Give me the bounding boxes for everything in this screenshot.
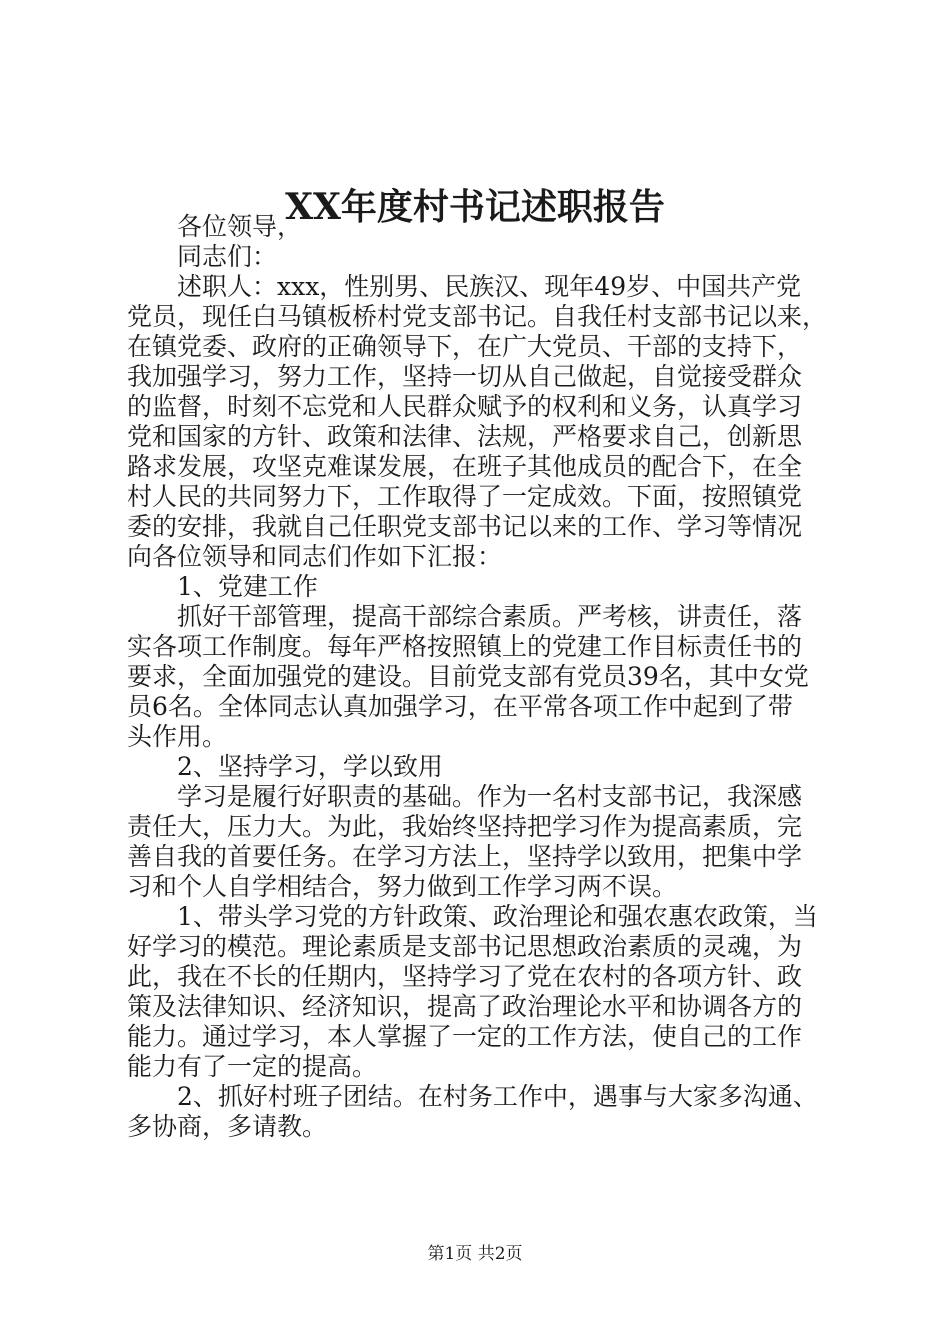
- paragraph-line: 1、带头学习党的方针政策、政治理论和强农惠农政策，当: [177, 902, 818, 931]
- paragraph-line: 2、坚持学习，学以致用: [177, 752, 443, 781]
- paragraph-line: 善自我的首要任务。在学习方法上，坚持学以致用，把集中学: [127, 842, 803, 871]
- paragraph-line: 在镇党委、政府的正确领导下，在广大党员、干部的支持下，: [127, 332, 803, 361]
- paragraph-line: 的监督，时刻不忘党和人民群众赋予的权利和义务，认真学习: [127, 392, 803, 421]
- paragraph-line: 2、抓好村班子团结。在村务工作中，遇事与大家多沟通、: [177, 1082, 818, 1111]
- paragraph-line: 员6名。全体同志认真加强学习，在平常各项工作中起到了带: [127, 692, 793, 721]
- paragraph-line: 要求，全面加强党的建设。目前党支部有党员39名，其中女党: [127, 662, 809, 691]
- paragraph-line: 各位领导，: [177, 212, 303, 241]
- paragraph-line: 习和个人自学相结合，努力做到工作学习两不误。: [127, 872, 678, 901]
- page-footer: 第1页 共2页: [427, 1244, 523, 1264]
- paragraph-line: 党员，现任白马镇板桥村党支部书记。自我任村支部书记以来，: [127, 302, 828, 331]
- paragraph-line: 党和国家的方针、政策和法律、法规，严格要求自己，创新思: [127, 422, 803, 451]
- paragraph-line: 路求发展，攻坚克难谋发展，在班子其他成员的配合下，在全: [127, 452, 803, 481]
- paragraph-line: 多协商，多请教。: [127, 1112, 328, 1141]
- paragraph-line: 村人民的共同努力下，工作取得了一定成效。下面，按照镇党: [127, 482, 803, 511]
- paragraph-line: 能力。通过学习，本人掌握了一定的工作方法，使自己的工作: [127, 1022, 803, 1051]
- paragraph-line: 此，我在不长的任期内，坚持学习了党在农村的各项方针、政: [127, 962, 803, 991]
- document-body: [127, 212, 837, 1142]
- paragraph-line: 责任大，压力大。为此，我始终坚持把学习作为提高素质，完: [127, 812, 803, 841]
- paragraph-line: 我加强学习，努力工作，坚持一切从自己做起，自觉接受群众: [127, 362, 803, 391]
- paragraph-line: 述职人：xxx，性别男、民族汉、现年49岁、中国共产党: [177, 272, 802, 301]
- document-title: XX年度村书记述职报告: [285, 186, 665, 228]
- paragraph-line: 委的安排，我就自己任职党支部书记以来的工作、学习等情况: [127, 512, 803, 541]
- paragraph-line: 头作用。: [127, 722, 228, 751]
- paragraph-line: 策及法律知识、经济知识，提高了政治理论水平和协调各方的: [127, 992, 803, 1021]
- paragraph-line: 实各项工作制度。每年严格按照镇上的党建工作目标责任书的: [127, 632, 803, 661]
- paragraph-line: 向各位领导和同志们作如下汇报：: [127, 542, 503, 571]
- paragraph-line: 能力有了一定的提高。: [127, 1052, 378, 1081]
- paragraph-line: 学习是履行好职责的基础。作为一名村支部书记，我深感: [177, 782, 803, 811]
- paragraph-line: 同志们：: [177, 242, 278, 271]
- paragraph-line: 抓好干部管理，提高干部综合素质。严考核，讲责任，落: [177, 602, 803, 631]
- paragraph-line: 1、党建工作: [177, 572, 318, 601]
- paragraph-line: 好学习的模范。理论素质是支部书记思想政治素质的灵魂，为: [127, 932, 803, 961]
